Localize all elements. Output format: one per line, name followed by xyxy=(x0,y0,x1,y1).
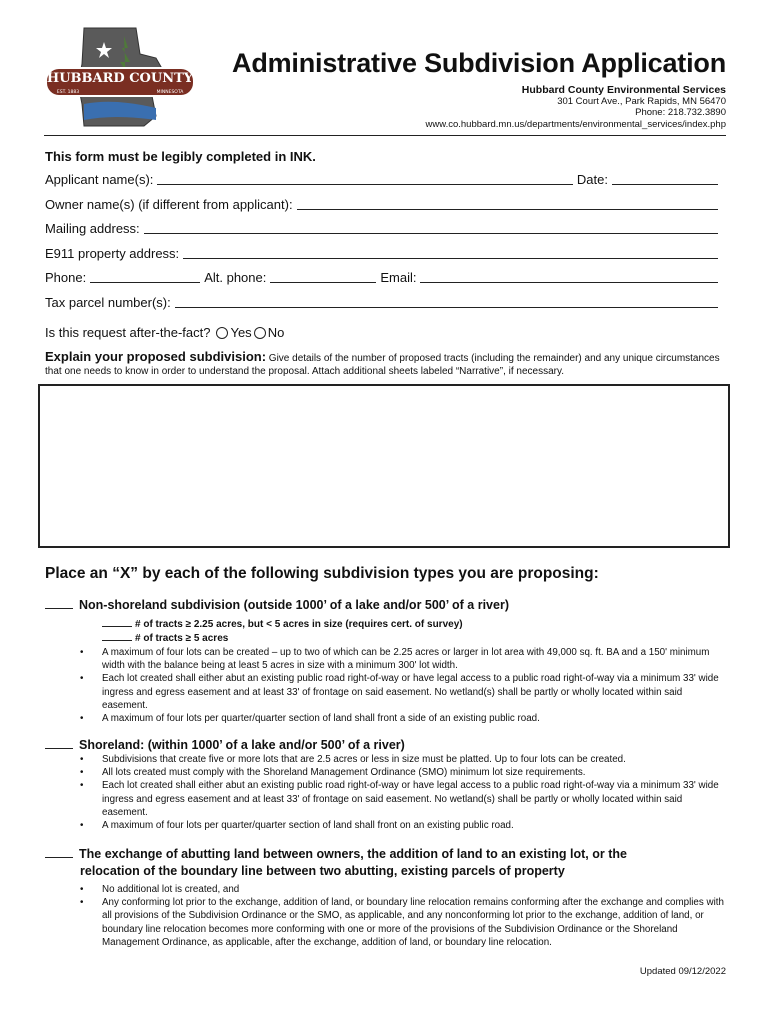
list-item: • Each lot created shall either abut an existing public road right-of-way or have legal access to a public road right-of-way via a minimum 33' wide ingress and egress easement and at least 33' of frontage on said easement. No wetland(s) shall be partly or wholly located within said easement. xyxy=(102,779,726,819)
tracts-5-row xyxy=(102,631,228,644)
alt-phone-label: Alt. phone: xyxy=(204,270,267,285)
e911-row xyxy=(45,246,722,261)
tracts-2-25-row xyxy=(102,617,463,630)
phone-row xyxy=(45,270,722,285)
yes-label: Yes xyxy=(230,325,252,340)
shoreland-bullets xyxy=(102,753,726,832)
email-field[interactable] xyxy=(420,270,718,283)
shoreland-section-title xyxy=(45,738,405,752)
tracts-2-25-label: # of tracts ≥ 2.25 acres, but < 5 acres in size (requires cert. of survey) xyxy=(135,619,463,630)
nonshoreland-bullets xyxy=(102,646,726,725)
explain-title: Explain your proposed subdivision: xyxy=(45,349,267,364)
logo-wordmark: HUBBARD COUNTY xyxy=(46,71,194,86)
owner-field[interactable] xyxy=(297,197,718,210)
list-item: • No additional lot is created, and xyxy=(102,883,726,896)
list-item: • A maximum of four lots per quarter/quarter section of land shall front on an existing public road. xyxy=(102,819,726,832)
list-item: • All lots created must comply with the Shoreland Management Ordinance (SMO) minimum lot size requirements. xyxy=(102,766,726,779)
ink-notice: This form must be legibly completed in INK. xyxy=(45,149,316,164)
list-item: • A maximum of four lots can be created – up to two of which can be 2.25 acres or larger in lot area with 49,000 sq. ft. BA and a 150' minimum width with the balance being at least 5 acres in size with a minimum 300' lot width. xyxy=(102,646,726,672)
owner-label: Owner name(s) (if different from applicant): xyxy=(45,197,293,212)
email-label: Email: xyxy=(380,270,417,285)
list-item: • Subdivisions that create five or more lots that are 2.5 acres or less in size must be platted. Up to four lots can be created. xyxy=(102,753,726,766)
exchange-bullets xyxy=(102,883,726,949)
applicant-row xyxy=(45,172,722,187)
date-field[interactable] xyxy=(612,172,718,185)
agency-address: 301 Court Ave., Park Rapids, MN 56470 xyxy=(557,96,726,107)
page-title: Administrative Subdivision Application xyxy=(232,48,726,78)
date-label: Date: xyxy=(576,172,608,187)
exchange-title-2: relocation of the boundary line between two abutting, existing parcels of property xyxy=(80,864,565,878)
after-fact-question: Is this request after-the-fact? xyxy=(45,325,211,340)
after-the-fact-row xyxy=(45,325,284,340)
tracts-5-field[interactable] xyxy=(102,631,132,641)
list-item: • Each lot created shall either abut an existing public road right-of-way or have legal access to a public road right-of-way via a minimum 33' wide ingress and egress easement and at least 33' of frontage on said easement. No wetland(s) shall be partly or wholly located within said easement. xyxy=(102,672,726,712)
exchange-title-1: The exchange of abutting land between owners, the addition of land to an existing lot, or the xyxy=(79,847,627,861)
header-divider xyxy=(44,135,726,136)
explain-instructions xyxy=(45,350,725,378)
exchange-section-title xyxy=(45,846,725,880)
e911-field[interactable] xyxy=(183,246,718,259)
tracts-5-label: # of tracts ≥ 5 acres xyxy=(135,633,229,644)
nonshoreland-title: Non-shoreland subdivision (outside 1000’ of a lake and/or 500’ of a river) xyxy=(79,598,509,612)
tax-row xyxy=(45,295,722,310)
agency-url[interactable]: www.co.hubbard.mn.us/departments/environmental_services/index.php xyxy=(425,119,726,130)
exchange-checkbox[interactable] xyxy=(45,847,73,858)
alt-phone-field[interactable] xyxy=(270,270,376,283)
nonshoreland-checkbox[interactable] xyxy=(45,598,73,609)
list-item: • Any conforming lot prior to the exchange, addition of land, or boundary line relocation remains conforming after the exchange and complies with all provisions of the Subdivision Ordinance or the SMO, as applicable, and any nonconforming lot prior to the exchange, addition of land, or boundary line relocation becomes more conforming with one or more of the provisions of the Subdivision Ordinance or the Shoreland Management Ordinance, as applicable, after the exchange, addition of land, or boundary line relocation. xyxy=(102,896,726,949)
nonshoreland-section-title xyxy=(45,598,509,612)
hubbard-county-logo xyxy=(44,24,196,128)
mailing-field[interactable] xyxy=(144,221,718,234)
explain-text: Give details of the number of proposed tracts (including the remainder) and any unique circumstances that one needs to know in order to understand the proposal. Attach additional sheets labeled “Narrative”, if necessary. xyxy=(45,353,720,377)
explanation-textbox[interactable] xyxy=(38,384,730,548)
owner-row xyxy=(45,197,722,212)
tax-label: Tax parcel number(s): xyxy=(45,295,171,310)
subdivision-types-heading: Place an “X” by each of the following subdivision types you are proposing: xyxy=(45,565,599,582)
shoreland-checkbox[interactable] xyxy=(45,738,73,749)
mailing-row xyxy=(45,221,722,236)
logo-established: EST. 1883 xyxy=(56,90,80,95)
agency-name: Hubbard County Environmental Services xyxy=(521,84,726,96)
agency-phone: Phone: 218.732.3890 xyxy=(635,107,726,118)
tax-field[interactable] xyxy=(175,295,718,308)
applicant-field[interactable] xyxy=(157,172,573,185)
no-radio[interactable] xyxy=(254,327,266,339)
e911-label: E911 property address: xyxy=(45,246,180,261)
shoreland-title: Shoreland: (within 1000’ of a lake and/or 500’ of a river) xyxy=(79,738,405,752)
updated-date: Updated 09/12/2022 xyxy=(639,966,726,977)
logo-state: MINNESOTA xyxy=(156,90,184,95)
mailing-label: Mailing address: xyxy=(45,221,140,236)
phone-field[interactable] xyxy=(90,270,200,283)
no-label: No xyxy=(267,325,285,340)
list-item: • A maximum of four lots per quarter/quarter section of land shall front a side of an existing public road. xyxy=(102,712,726,725)
phone-label: Phone: xyxy=(45,270,87,285)
tracts-2-25-field[interactable] xyxy=(102,617,132,627)
applicant-label: Applicant name(s): xyxy=(45,172,154,187)
yes-radio[interactable] xyxy=(216,327,228,339)
